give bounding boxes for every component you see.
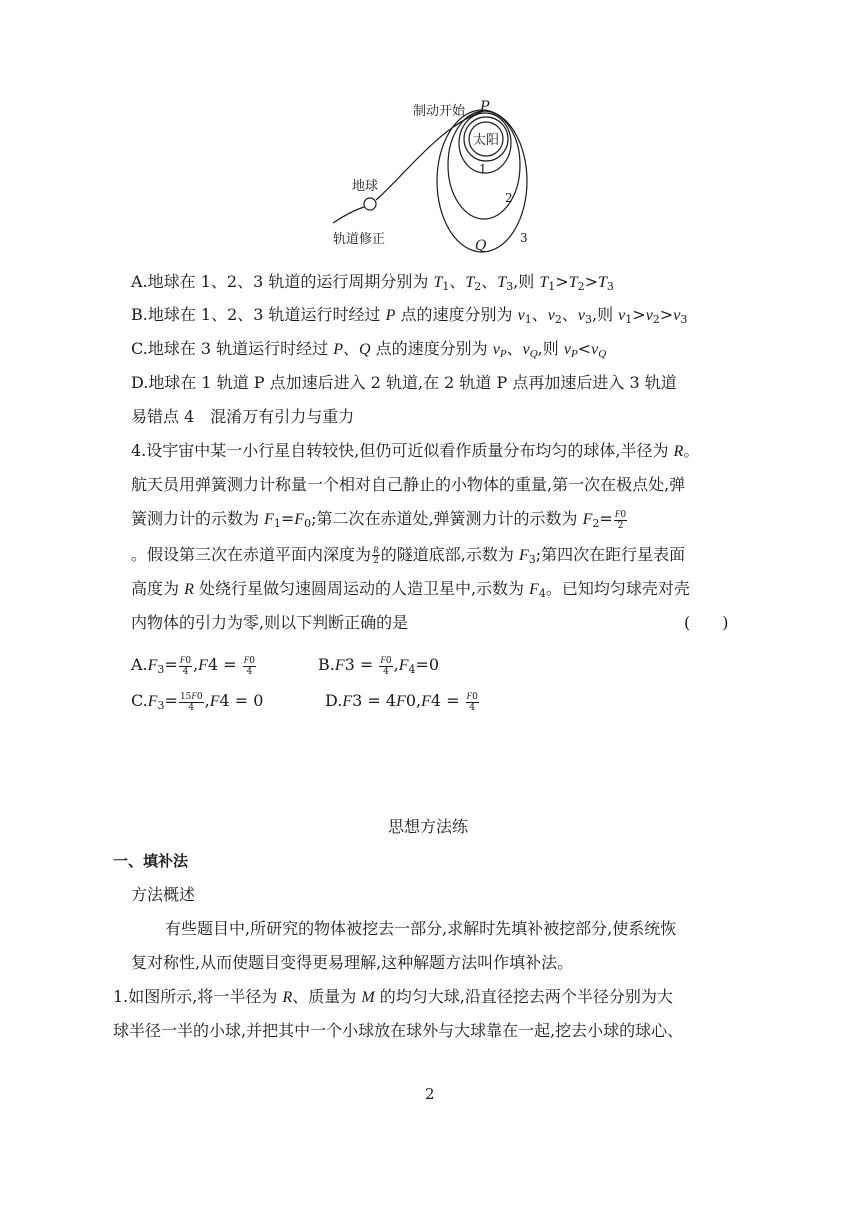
q1-line1: 1.如图所示,将一半径为 R、质量为 M 的均匀大球,沿直径挖去两个半径分别为大 <box>113 987 673 1006</box>
label-sun: 太阳 <box>473 133 500 148</box>
q3-option-b: B.地球在 1、2、3 轨道运行时经过 P 点的速度分别为 $v_1$、$v_2$、$v_3$,则 $v_1>v_2>v_3$ <box>131 305 688 326</box>
label-correction: 轨道修正 <box>333 232 386 247</box>
label-orbit2: 2 <box>505 191 513 205</box>
orbit-3 <box>437 110 527 252</box>
label-orbit1: 1 <box>479 162 487 176</box>
q4-line4: 。假设第三次在赤道平面内深度为 $\frac{R}{2}$ 的隧道底部,示数为 $F_3$;第四次在距行星表面 <box>131 545 686 566</box>
label-earth: 地球 <box>352 179 379 194</box>
method-overview-label: 方法概述 <box>131 885 196 904</box>
q4-option-d: D.F3 = 4F0,F4 = $\frac{F0}{4}$ <box>325 690 478 713</box>
q4-answer-paren: ( ) <box>684 613 729 632</box>
q4-line5: 高度为 R 处绕行星做匀速圆周运动的人造卫星中,示数为 $F_4$。已知均匀球壳对壳 <box>131 579 690 600</box>
method-heading-fill: 一、填补法 <box>113 852 189 870</box>
earth-icon <box>364 198 376 210</box>
label-q: Q <box>475 238 487 254</box>
q4-option-a: $A.F_3=$ $\frac{F0}{4}$ ,F4 = $\frac{F0}{4}$ <box>131 654 255 677</box>
label-orbit3: 3 <box>520 231 528 245</box>
q3-option-c: C.地球在 3 轨道运行时经过 P、Q 点的速度分别为 $v_P$、$v_Q$,则 $v_P<v_Q$ <box>131 339 607 360</box>
error-point-heading: 易错点 4 混淆万有引力与重力 <box>131 407 355 426</box>
q4-option-b: B.F3 = $\frac{F0}{4}$ $,F_4=0$ <box>318 654 440 677</box>
q4-line2: 航天员用弹簧测力计称量一个相对自己静止的小物体的重量,第一次在极点处,弹 <box>131 475 686 494</box>
label-p: P <box>480 99 490 115</box>
q4-line3: 簧测力计的示数为 $F_1=F_0$;第二次在赤道处,弹簧测力计的示数为 $F_2=$ $\frac{F0}{2}$ <box>131 508 627 531</box>
page-number: 2 <box>425 1085 435 1103</box>
label-brake: 制动开始 <box>413 104 466 119</box>
orbit-diagram <box>0 0 860 260</box>
q4-option-c: $C.F_3=$ $\frac{15F0}{4}$ ,F4 = 0 <box>131 690 264 713</box>
q1-line2: 球半径一半的小球,并把其中一个小球放在球外与大球靠在一起,挖去小球的球心、 <box>113 1021 684 1040</box>
q4-line6: 内物体的引力为零,则以下判断正确的是 <box>131 613 409 632</box>
q3-option-d: D.地球在 1 轨道 P 点加速后进入 2 轨道,在 2 轨道 P 点再加速后进入 3 轨道 <box>131 373 677 392</box>
q4-line1: 4.设宇宙中某一小行星自转较快,但仍可近似看作质量分布均匀的球体,半径为 R。 <box>131 441 700 460</box>
overview-paragraph-2: 复对称性,从而使题目变得更易理解,这种解题方法叫作填补法。 <box>131 953 574 972</box>
overview-paragraph-1: 有些题目中,所研究的物体被挖去一部分,求解时先填补被挖部分,使系统恢 <box>165 919 677 938</box>
q3-option-a: A.地球在 1、2、3 轨道的运行周期分别为 $T_1$、$T_2$、$T_3$,则 $T_1>T_2>T_3$ <box>131 272 614 293</box>
section-title: 思想方法练 <box>388 817 469 836</box>
